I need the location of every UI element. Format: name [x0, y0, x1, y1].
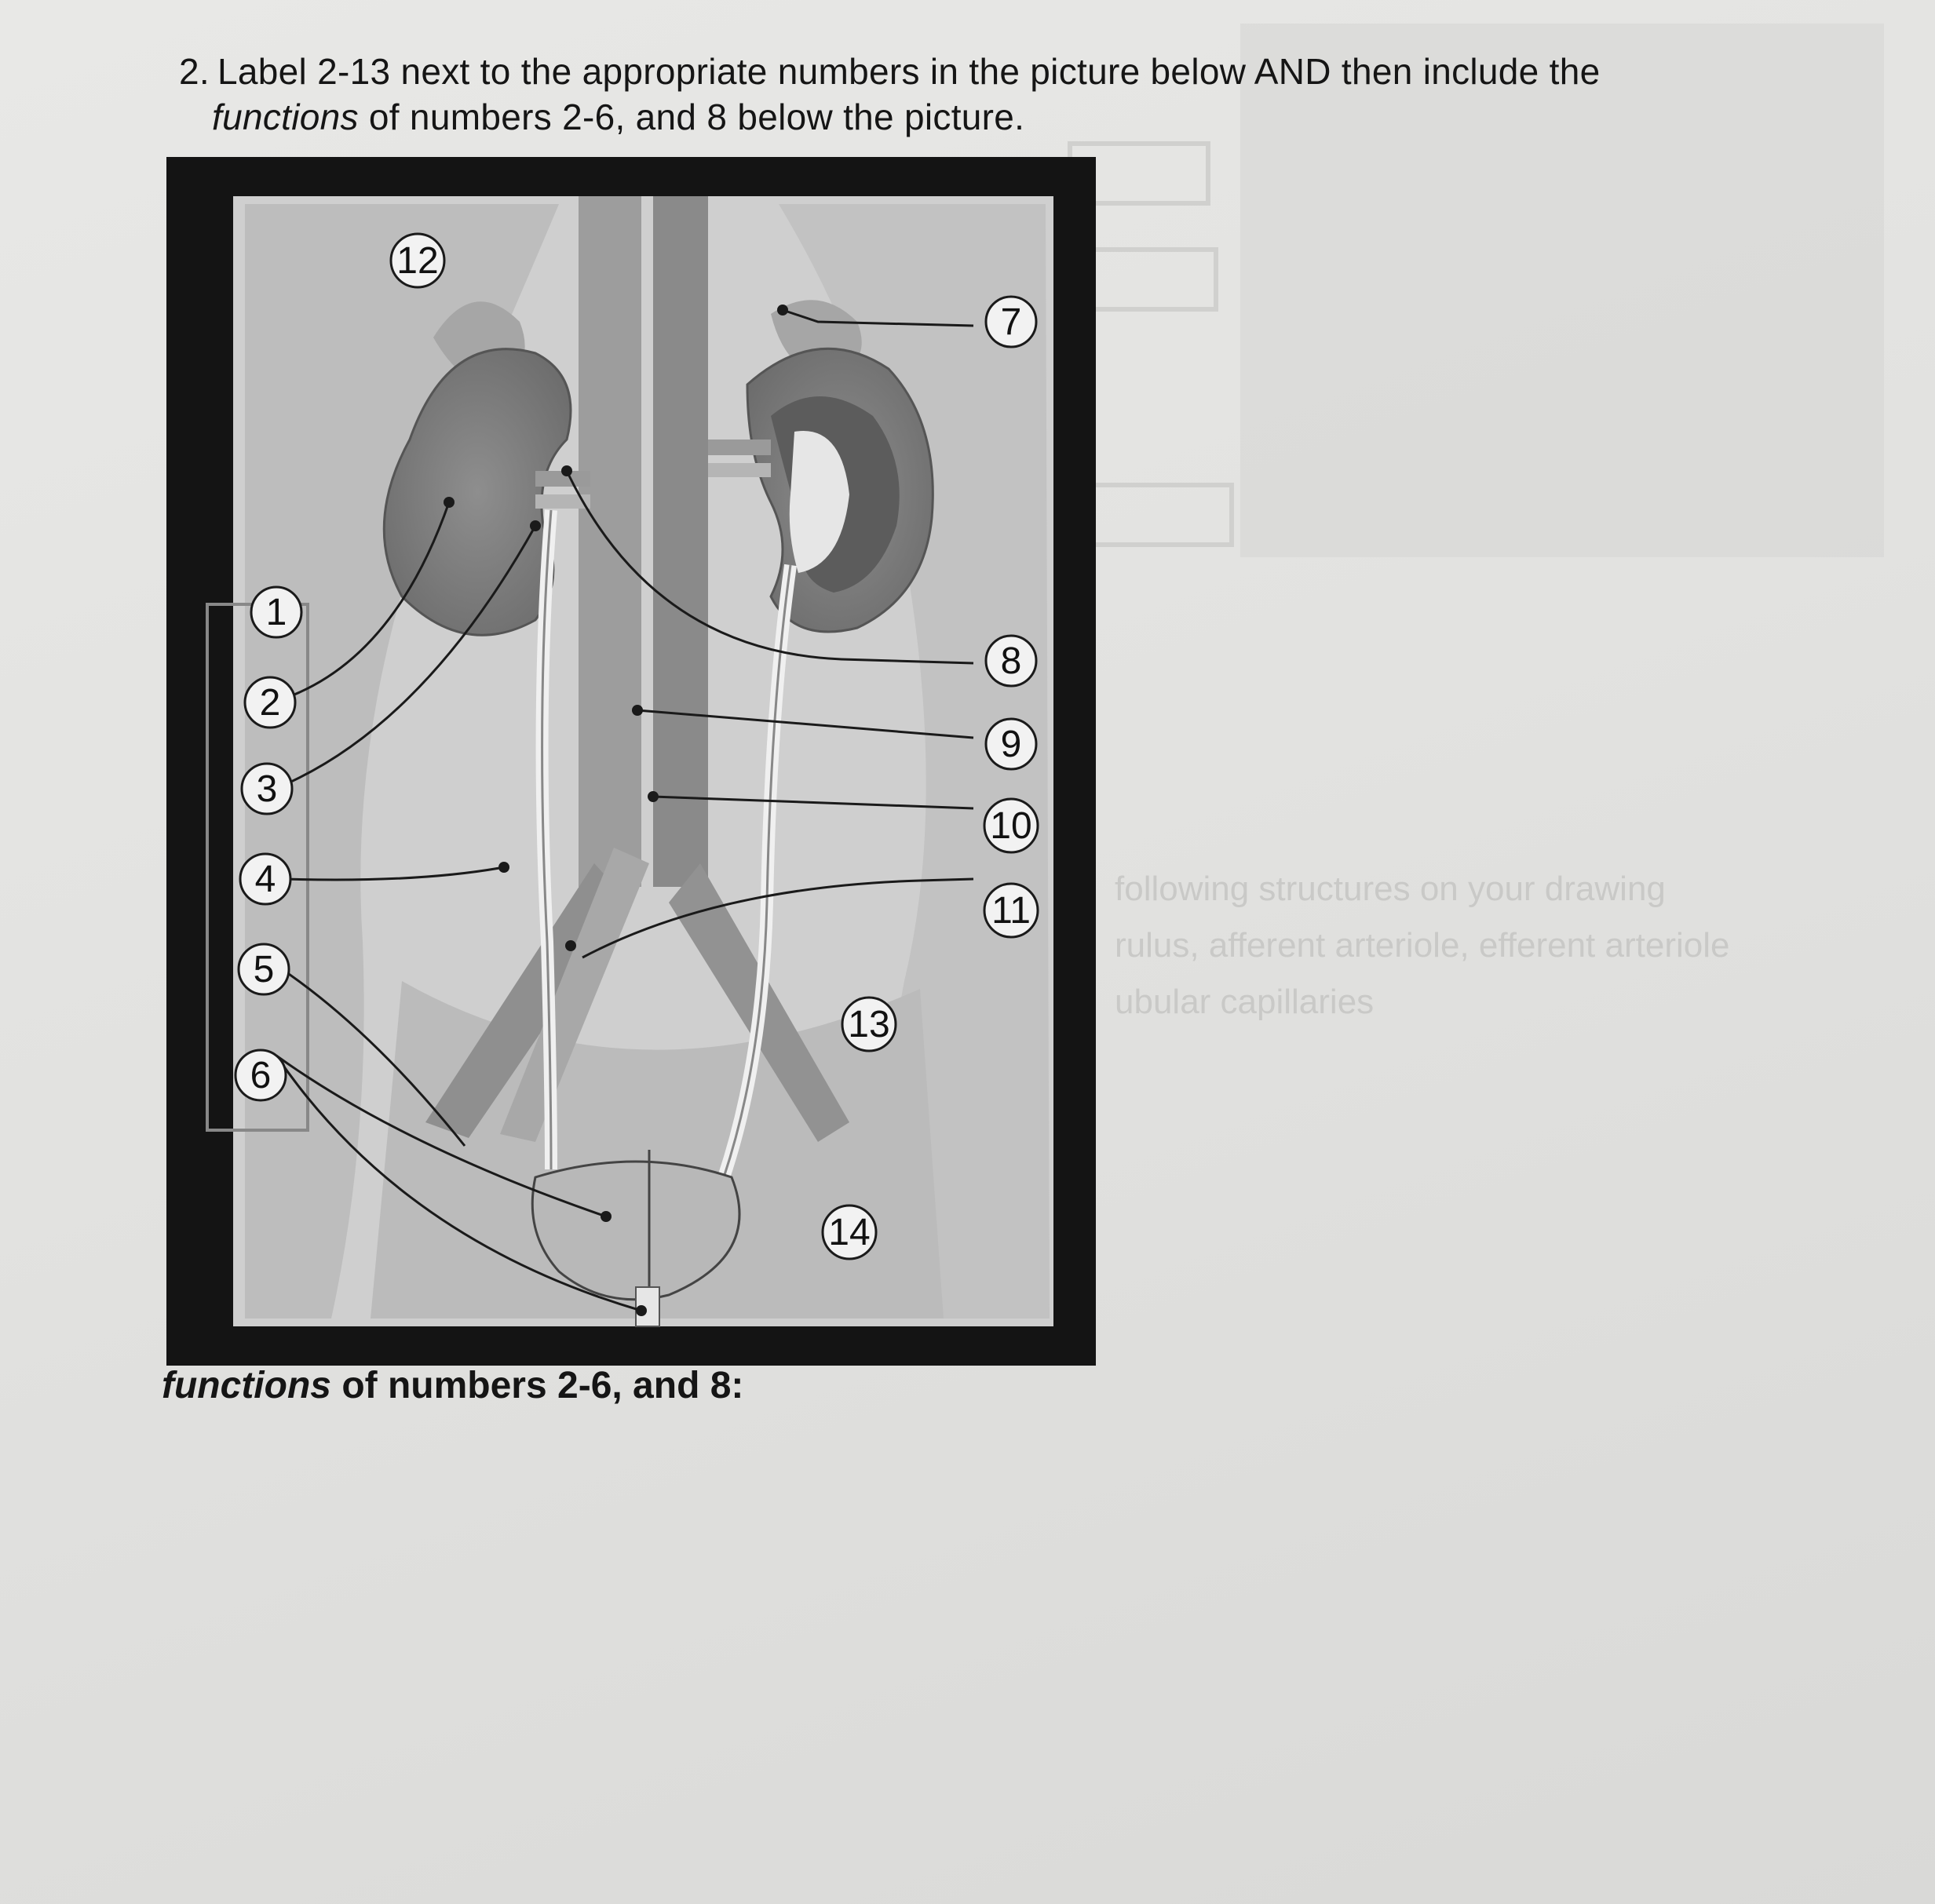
- question-number: 2.: [179, 51, 210, 92]
- leader-dot: [648, 791, 659, 802]
- functions-heading: [162, 1364, 743, 1407]
- instruction-rest: of numbers 2-6, and 8 below the picture.: [358, 97, 1025, 137]
- functions-heading-italic: functions: [162, 1365, 331, 1406]
- leader-dot: [636, 1305, 647, 1316]
- label-number: 13: [848, 1004, 890, 1045]
- label-number: 7: [1000, 301, 1022, 343]
- label-number: 3: [256, 768, 278, 810]
- instruction-line-2: [212, 94, 1765, 140]
- leader-dot: [601, 1211, 612, 1222]
- label-number: 8: [1000, 640, 1022, 682]
- leader-dot: [565, 940, 576, 951]
- label-number: 14: [828, 1212, 871, 1253]
- urinary-system-diagram: [166, 157, 1096, 1366]
- label-number: 4: [254, 859, 276, 900]
- question-instruction: [179, 49, 1765, 140]
- leader-dot: [444, 497, 455, 508]
- label-number: 5: [253, 949, 275, 990]
- show-through-text: ubular capillaries: [1115, 983, 1375, 1021]
- leader-dot: [498, 862, 509, 873]
- leader-dot: [777, 305, 788, 316]
- renal-vessel-right: [708, 440, 771, 455]
- instruction-italic: functions: [212, 97, 359, 137]
- show-through-box: [1075, 247, 1218, 312]
- label-number: 9: [1000, 724, 1022, 765]
- leader-dot: [561, 465, 572, 476]
- functions-heading-rest: of numbers 2-6, and 8:: [330, 1365, 744, 1406]
- aorta: [653, 196, 708, 887]
- leader-dot: [632, 705, 643, 716]
- label-number: 12: [396, 240, 439, 282]
- show-through-box: [1091, 483, 1234, 547]
- renal-vessel-right: [708, 463, 771, 477]
- label-number: 2: [259, 682, 281, 724]
- label-number: 11: [991, 890, 1031, 932]
- label-number: 1: [265, 592, 287, 633]
- leader-dot: [530, 520, 541, 531]
- show-through-text: following structures on your drawing: [1115, 870, 1666, 908]
- label-number: 10: [990, 805, 1032, 847]
- show-through-text: rulus, afferent arteriole, efferent arteriole: [1115, 926, 1730, 965]
- instruction-line-1: Label 2-13 next to the appropriate numbers in the picture below AND then include the: [217, 51, 1601, 92]
- label-number: 6: [250, 1055, 272, 1096]
